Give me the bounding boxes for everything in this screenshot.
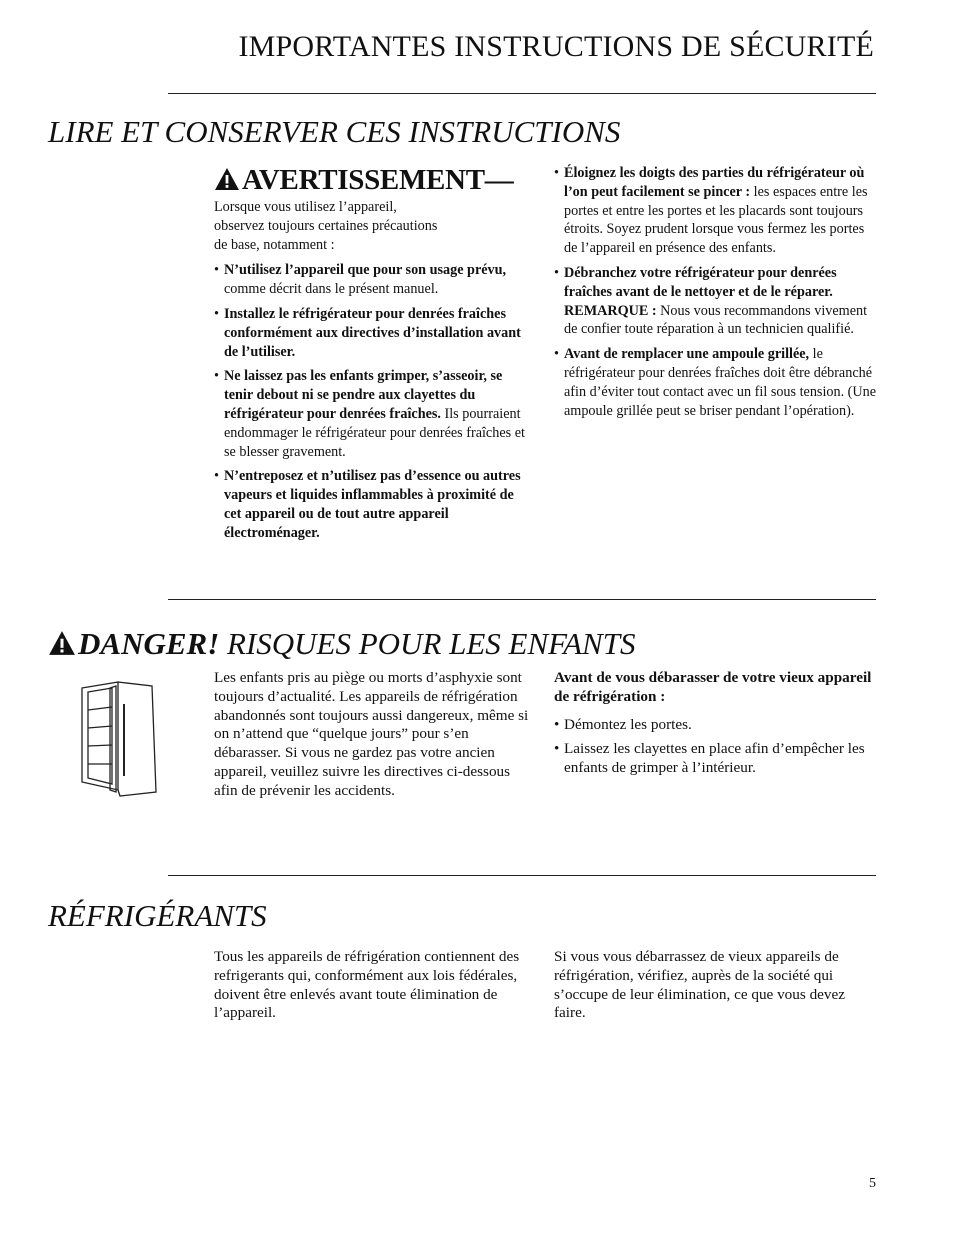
divider: [168, 93, 876, 94]
warning-heading: [214, 164, 513, 197]
intro-line: de base, notamment :: [214, 236, 335, 253]
danger-right-heading: Avant de vous débarasser de votre vieux appareil de réfrigération :: [554, 669, 872, 705]
list-item: • Éloignez les doigts des parties du réfrigérateur où l’on peut facilement se pincer : les espaces entre les portes et entre les portes et les placards sont toujours étroits. Soyez prudent lorsque vous fermez les portes de l’appareil en présence des enfants.: [554, 165, 868, 257]
list-item: • Laissez les clayettes en place afin d’empêcher les enfants de grimper à l’intérieur.: [554, 740, 865, 777]
list-item: • Installez le réfrigérateur pour denrées fraîches conformément aux directives d’installation avant de l’utiliser.: [214, 305, 521, 360]
page-number: 5: [869, 1176, 876, 1191]
danger-label: DANGER!: [78, 626, 220, 661]
refrigerants-right-text: Si vous vous débarrassez de vieux appareils de réfrigération, vérifiez, auprès de la société qui s’occupe de leur élimination, ce que vous devez faire.: [554, 948, 845, 1022]
refrigerants-left-text: Tous les appareils de réfrigération contiennent des refrigerants qui, conformément aux lois fédérales, doivent être enlevés avant toute élimination de l’appareil.: [214, 948, 520, 1022]
danger-title-text: RISQUES POUR LES ENFANTS: [219, 626, 636, 661]
page-title: IMPORTANTES INSTRUCTIONS DE SÉCURITÉ: [238, 30, 874, 63]
list-item: • N’entreposez et n’utilisez pas d’essence ou autres vapeurs et liquides inflammables à proximité de cet appareil ou de tout autre appareil électroménager.: [214, 468, 521, 541]
read-left-column: [214, 198, 534, 549]
danger-left-text: Les enfants pris au piège ou morts d’asphyxie sont toujours d’actualité. Les appareils de réfrigération abandonnés sont toujours aussi dangereux, même si on n’attend que “quelque jours” pour s’en débarasser. Si vous ne gardez pas votre ancien appareil, veuillez suivre les directives ci-dessous afin de prévenir les accidents.: [214, 669, 529, 799]
intro-line: Lorsque vous utilisez l’appareil,: [214, 199, 397, 215]
warning-triangle-icon: [214, 167, 240, 191]
warning-heading-text: AVERTISSEMENT—: [242, 164, 514, 196]
list-item: • Avant de remplacer une ampoule grillée, le réfrigérateur pour denrées fraîches doit être débranché afin d’éviter tout contact avec un fil sous tension. (Une ampoule grillée peut se briser pendant l’opération).: [554, 346, 877, 419]
list-item: • Démontez les portes.: [554, 715, 692, 733]
warning-triangle-icon: [48, 630, 76, 656]
divider: [168, 875, 876, 876]
list-item: • N’utilisez l’appareil que pour son usage prévu, comme décrit dans le présent manuel.: [214, 262, 507, 298]
section-title-refrigerants: RÉFRIGÉRANTS: [48, 898, 267, 933]
read-right-column: [554, 164, 878, 426]
refrigerator-illustration: [80, 680, 160, 798]
danger-right-column: [554, 669, 880, 784]
list-item: • Débranchez votre réfrigérateur pour denrées fraîches avant de le nettoyer et de le réparer. REMARQUE : Nous vous recommandons vivement de confier toute réparation à un technicien qualifié.: [554, 264, 868, 338]
divider: [168, 599, 876, 600]
intro-line: observez toujours certaines précautions: [214, 217, 438, 234]
section-title-danger: [48, 626, 635, 662]
section-title-read: LIRE ET CONSERVER CES INSTRUCTIONS: [48, 114, 621, 149]
list-item: • Ne laissez pas les enfants grimper, s’asseoir, se tenir debout ni se pendre aux clayettes du réfrigérateur pour denrées fraîches. Ils pourraient endommager le réfrigérateur pour denrées fraîches et se blesser gravement.: [214, 368, 525, 460]
